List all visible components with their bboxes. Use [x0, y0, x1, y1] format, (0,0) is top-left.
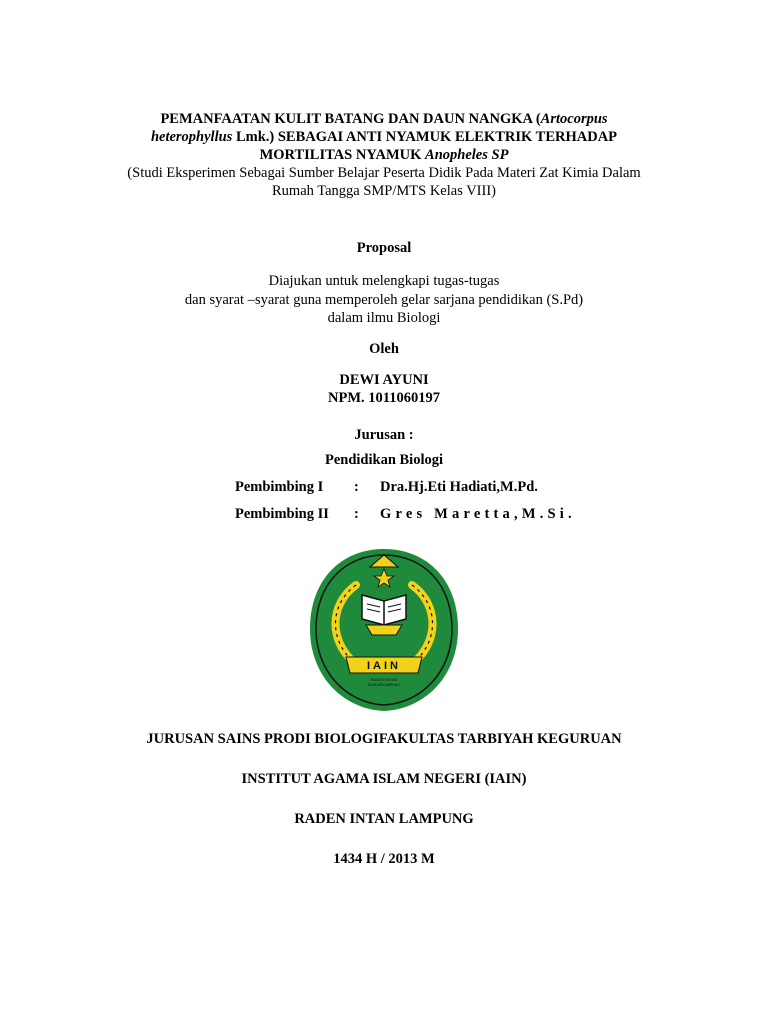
iain-logo-icon: [306, 545, 462, 713]
department-label: Jurusan :: [354, 427, 414, 443]
author-npm: NPM. 1011060197: [328, 390, 440, 406]
year-line: 1434 H / 2013 M: [333, 851, 435, 867]
institution-line-3: RADEN INTAN LAMPUNG: [294, 811, 474, 827]
department-value: Pendidikan Biologi: [324, 452, 444, 468]
advisor-1-colon: :: [354, 479, 359, 495]
purpose-line-2: dan syarat –syarat guna memperoleh gelar sarjana pendidikan (S.Pd): [184, 292, 584, 308]
title-line-2: heterophyllus Lmk.) SEBAGAI ANTI NYAMUK ELEKTRIK TERHADAP: [150, 129, 618, 145]
purpose-line-1: Diajukan untuk melengkapi tugas-tugas: [268, 273, 500, 289]
advisor-1-label: Pembimbing I: [235, 479, 324, 495]
proposal-label: Proposal: [356, 240, 412, 256]
logo-subtext: RADEN INTAN: [370, 677, 398, 682]
title-line-3: MORTILITAS NYAMUK Anopheles SP: [259, 147, 509, 163]
logo-subtext-2: BANDARLAMPUNG: [368, 683, 400, 687]
purpose-line-3: dalam ilmu Biologi: [327, 310, 441, 326]
title-line-1: PEMANFAATAN KULIT BATANG DAN DAUN NANGKA (Artocorpus: [160, 111, 608, 127]
by-label: Oleh: [369, 341, 399, 357]
author-name: DEWI AYUNI: [339, 372, 429, 388]
institution-line-2: INSTITUT AGAMA ISLAM NEGERI (IAIN): [241, 771, 527, 787]
logo-text: IAIN: [367, 660, 401, 672]
advisor-2-label: Pembimbing II: [235, 506, 329, 522]
advisor-2-colon: :: [354, 506, 359, 522]
advisor-2-name: Gres Maretta,M.Si.: [380, 506, 576, 522]
advisor-1-name: Dra.Hj.Eti Hadiati,M.Pd.: [380, 479, 538, 495]
subtitle-line-2: Rumah Tangga SMP/MTS Kelas VIII): [272, 183, 496, 199]
subtitle-line-1: (Studi Eksperimen Sebagai Sumber Belajar Peserta Didik Pada Materi Zat Kimia Dalam: [127, 165, 641, 181]
institution-line-1: JURUSAN SAINS PRODI BIOLOGIFAKULTAS TARBIYAH KEGURUAN: [146, 731, 622, 747]
